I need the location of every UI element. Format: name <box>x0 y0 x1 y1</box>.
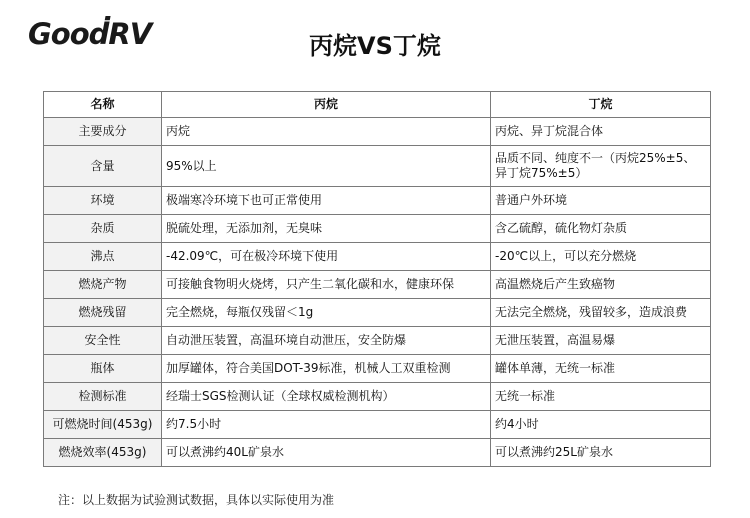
table-row <box>44 146 711 187</box>
butane-cell: 普通户外环境 <box>491 187 711 215</box>
brand-logo: GooḋRV <box>28 17 152 51</box>
table-row <box>44 411 711 439</box>
row-label: 燃烧产物 <box>44 271 162 299</box>
row-label: 安全性 <box>44 327 162 355</box>
propane-cell: 约7.5小时 <box>162 411 491 439</box>
propane-cell: 自动泄压装置，高温环境自动泄压，安全防爆 <box>162 327 491 355</box>
butane-cell: 约4小时 <box>491 411 711 439</box>
propane-cell: 完全燃烧，每瓶仅残留＜1g <box>162 299 491 327</box>
propane-cell: 脱硫处理，无添加剂，无臭味 <box>162 215 491 243</box>
table-row <box>44 118 711 146</box>
butane-cell: 无统一标准 <box>491 383 711 411</box>
row-label: 环境 <box>44 187 162 215</box>
butane-cell: 品质不同、纯度不一（丙烷25%±5、异丁烷75%±5） <box>491 146 711 187</box>
propane-cell: 经瑞士SGS检测认证（全球权威检测机构） <box>162 383 491 411</box>
table-row <box>44 383 711 411</box>
propane-cell: -42.09℃，可在极冷环境下使用 <box>162 243 491 271</box>
propane-cell: 95%以上 <box>162 146 491 187</box>
butane-cell: 可以煮沸约25L矿泉水 <box>491 439 711 467</box>
butane-cell: 高温燃烧后产生致癌物 <box>491 271 711 299</box>
table-row <box>44 187 711 215</box>
row-label: 沸点 <box>44 243 162 271</box>
propane-cell: 加厚罐体，符合美国DOT-39标准，机械人工双重检测 <box>162 355 491 383</box>
page-title: 丙烷VS丁烷 <box>309 32 441 60</box>
butane-cell: 罐体单薄，无统一标准 <box>491 355 711 383</box>
row-label: 主要成分 <box>44 118 162 146</box>
table-row <box>44 327 711 355</box>
propane-cell: 可接触食物明火烧烤，只产生二氧化碳和水，健康环保 <box>162 271 491 299</box>
header-name: 名称 <box>44 92 162 118</box>
propane-cell: 丙烷 <box>162 118 491 146</box>
propane-cell: 可以煮沸约40L矿泉水 <box>162 439 491 467</box>
row-label: 瓶体 <box>44 355 162 383</box>
butane-cell: -20℃以上，可以充分燃烧 <box>491 243 711 271</box>
row-label: 燃烧效率(453g) <box>44 439 162 467</box>
table-row <box>44 355 711 383</box>
butane-cell: 无法完全燃烧，残留较多，造成浪费 <box>491 299 711 327</box>
table-row <box>44 439 711 467</box>
row-label: 可燃烧时间(453g) <box>44 411 162 439</box>
propane-cell: 极端寒冷环境下也可正常使用 <box>162 187 491 215</box>
comparison-table <box>43 91 711 467</box>
butane-cell: 无泄压装置，高温易爆 <box>491 327 711 355</box>
row-label: 检测标准 <box>44 383 162 411</box>
butane-cell: 丙烷、异丁烷混合体 <box>491 118 711 146</box>
header-butane: 丁烷 <box>491 92 711 118</box>
table-row <box>44 271 711 299</box>
table-row <box>44 243 711 271</box>
table-header-row <box>44 92 711 118</box>
header-propane: 丙烷 <box>162 92 491 118</box>
table-row <box>44 299 711 327</box>
row-label: 含量 <box>44 146 162 187</box>
row-label: 燃烧残留 <box>44 299 162 327</box>
row-label: 杂质 <box>44 215 162 243</box>
table-row <box>44 215 711 243</box>
butane-cell: 含乙硫醇，硫化物灯杂质 <box>491 215 711 243</box>
footnote: 注：以上数据为试验测试数据，具体以实际使用为准 <box>58 493 335 507</box>
